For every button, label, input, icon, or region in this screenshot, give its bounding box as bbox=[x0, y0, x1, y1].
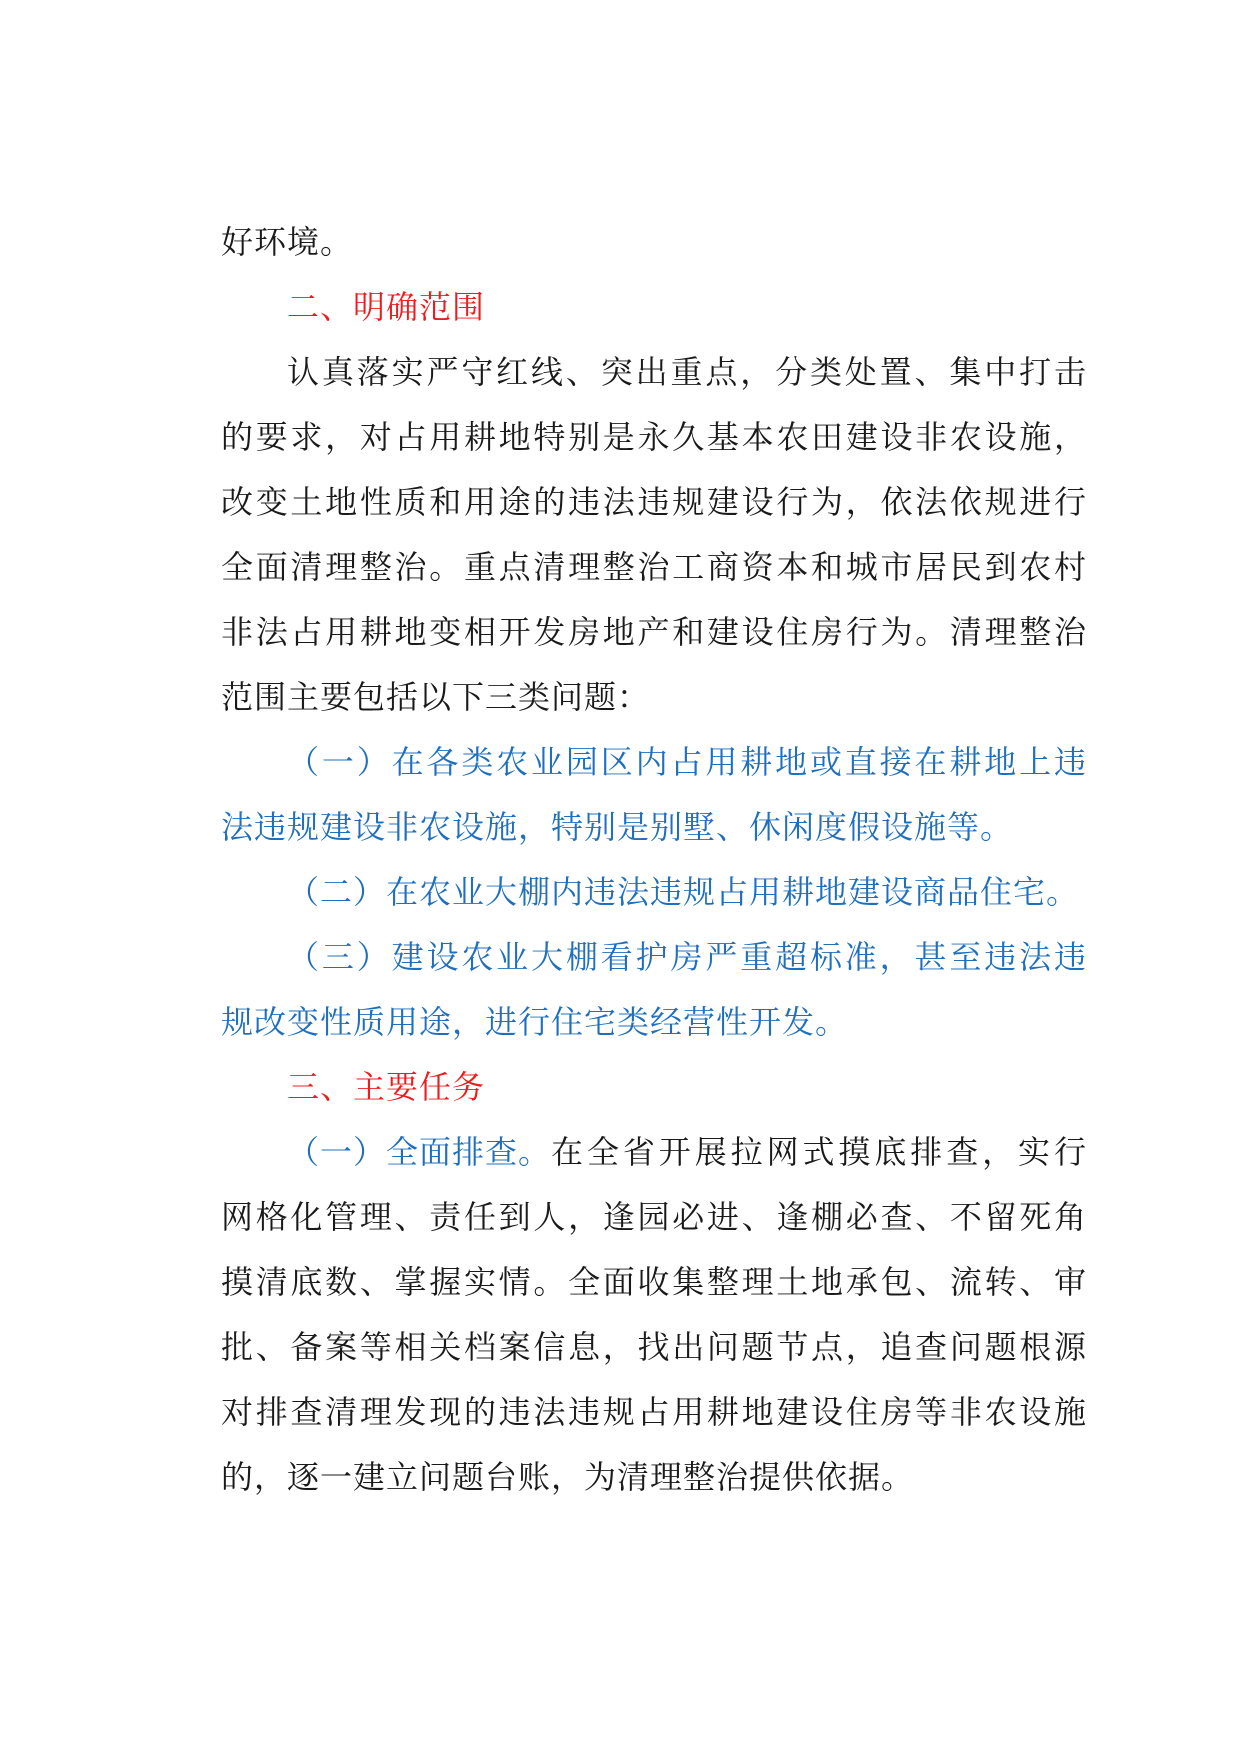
scope-item-1-line: （一）在各类农业园区内占用耕地或直接在耕地上违 bbox=[287, 743, 1087, 781]
paragraph-line: 好环境。 bbox=[221, 223, 354, 261]
section-heading-scope: 二、明确范围 bbox=[287, 288, 486, 326]
task-1-first-line bbox=[221, 1126, 1087, 1191]
paragraph-line: 网格化管理、责任到人，逢园必进、逢棚必查、不留死角 bbox=[221, 1198, 1087, 1236]
scope-item-2-line: （二）在农业大棚内违法违规占用耕地建设商品住宅。 bbox=[287, 873, 1080, 911]
paragraph-line: 对排查清理发现的违法违规占用耕地建设住房等非农设施 bbox=[221, 1393, 1087, 1431]
scope-item-3-line: （三）建设农业大棚看护房严重超标准，甚至违法违 bbox=[287, 938, 1087, 976]
paragraph-line: 非法占用耕地变相开发房地产和建设住房行为。清理整治 bbox=[221, 613, 1087, 651]
paragraph-line: 的要求，对占用耕地特别是永久基本农田建设非农设施， bbox=[221, 418, 1087, 456]
paragraph-line: 全面清理整治。重点清理整治工商资本和城市居民到农村 bbox=[221, 548, 1087, 586]
document-body bbox=[221, 216, 1087, 1516]
section-heading-tasks: 三、主要任务 bbox=[287, 1068, 486, 1106]
paragraph-line: 范围主要包括以下三类问题： bbox=[221, 678, 651, 716]
paragraph-line: 摸清底数、掌握实情。全面收集整理土地承包、流转、审 bbox=[221, 1263, 1087, 1301]
scope-item-3-line: 规改变性质用途，进行住宅类经营性开发。 bbox=[221, 1003, 849, 1041]
task-1-text: 在全省开展拉网式摸底排查，实行 bbox=[551, 1133, 1087, 1171]
paragraph-line: 改变土地性质和用途的违法违规建设行为，依法依规进行 bbox=[221, 483, 1087, 521]
task-1-heading: （一）全面排查。 bbox=[287, 1133, 552, 1171]
paragraph-line: 批、备案等相关档案信息，找出问题节点，追查问题根源 bbox=[221, 1328, 1087, 1366]
paragraph-line: 的，逐一建立问题台账，为清理整治提供依据。 bbox=[221, 1458, 915, 1496]
paragraph-line: 认真落实严守红线、突出重点，分类处置、集中打击 bbox=[287, 353, 1087, 391]
scope-item-1-line: 法违规建设非农设施，特别是别墅、休闲度假设施等。 bbox=[221, 808, 1014, 846]
